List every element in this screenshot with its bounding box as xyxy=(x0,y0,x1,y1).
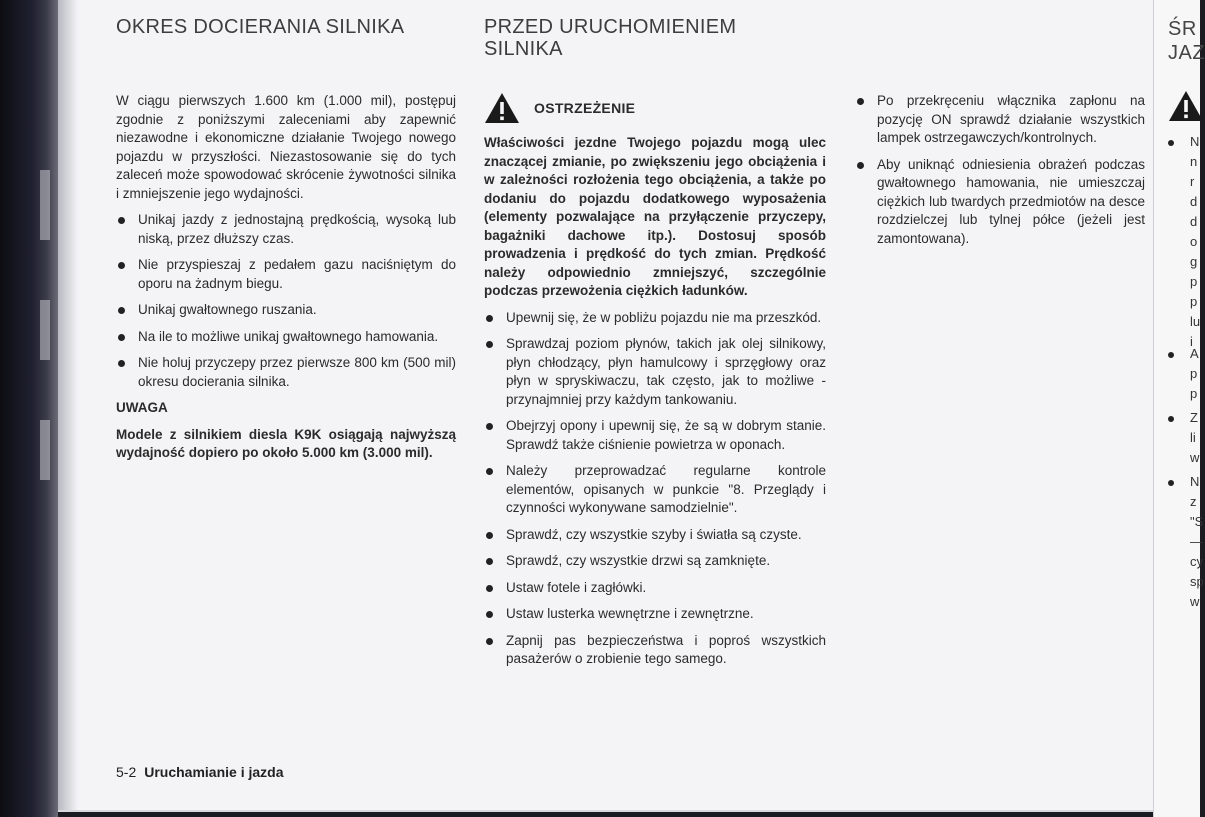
list-item: Po przekręceniu włącznika zapłonu na pozycję ON sprawdź działanie wszystkich lampek ostrzegawczych/kontrolnych. xyxy=(855,92,1145,148)
next-page-text: d xyxy=(1190,194,1198,209)
next-page-text: z xyxy=(1190,494,1197,509)
next-page-text: p xyxy=(1190,274,1198,289)
list-item: Unikaj jazdy z jednostajną prędkością, wysoką lub niską, przez dłuższy czas. xyxy=(116,211,456,248)
spine-mark xyxy=(40,170,50,240)
next-page-text: N xyxy=(1190,134,1200,149)
middle-section-title-line1: PRZED URUCHOMIENIEM xyxy=(484,16,737,38)
next-page-text: d xyxy=(1190,214,1198,229)
pre-start-list xyxy=(484,309,826,669)
next-page-bullet xyxy=(1168,140,1174,146)
next-page-bullet xyxy=(1168,480,1174,486)
middle-section-title-line2: SILNIKA xyxy=(484,38,563,60)
right-column xyxy=(855,84,1145,248)
next-page-text: li xyxy=(1190,430,1196,445)
spine-mark xyxy=(40,300,50,360)
note-text: Modele z silnikiem diesla K9K osiągają najwyższą wydajność dopiero po około 5.000 km (3.000 mil). xyxy=(116,426,456,460)
list-item: Unikaj gwałtownego ruszania. xyxy=(116,301,456,320)
intro-paragraph: W ciągu pierwszych 1.600 km (1.000 mil), postępuj zgodnie z poniższymi zaleceniami aby zapewnić niezawodne i ekonomiczne działanie Twojego nowego pojazdu w przyszłości. Niezastosowanie się do tych zaleceń może spowodować skrócenie żywotności silnika i zmniejszenie jego wydajności. xyxy=(116,93,456,201)
middle-column xyxy=(484,88,826,669)
warning-text: Właściwości jezdne Twojego pojazdu mogą ulec znaczącej zmianie, po zwiększeniu jego obciążenia i w zależności rozłożenia tego obciążenia, a także po dodaniu do pojazdu dodatkowego wyposażenia (elementy pozwalające na przyłączenie przyczepy, bagażniki dachowe itp.). Dostosuj sposób prowadzenia i prędkość do tych zmian. Prędkość należy odpowiednio zmniejszyć, szczególnie podczas przewożenia ciężkich ładunków. xyxy=(484,135,826,298)
next-page-text: sp xyxy=(1190,574,1204,589)
warning-header xyxy=(484,88,826,128)
list-item: Sprawdzaj poziom płynów, takich jak olej silnikowy, płyn chłodzący, płyn hamulcowy i sprzęgłowy oraz płyn w spryskiwaczu, tak często, jak to możliwe - przynajmniej przy każdym tankowaniu. xyxy=(484,335,826,409)
next-page-text: p xyxy=(1190,294,1198,309)
list-item: Sprawdź, czy wszystkie drzwi są zamknięte. xyxy=(484,552,826,571)
next-page-text: p xyxy=(1190,366,1198,381)
next-page-text: p xyxy=(1190,386,1198,401)
next-page-text: r xyxy=(1190,174,1195,189)
warning-label: OSTRZEŻENIE xyxy=(534,99,636,116)
next-page-text: w xyxy=(1190,594,1200,609)
list-item: Nie przyspieszaj z pedałem gazu naciśniętym do oporu na żadnym biegu. xyxy=(116,256,456,293)
warning-triangle-icon xyxy=(1168,90,1204,122)
next-page-text: "S xyxy=(1190,514,1204,529)
next-page-title-line2: JAZ xyxy=(1168,42,1205,64)
list-item: Nie holuj przyczepy przez pierwsze 800 km (500 mil) okresu docierania silnika. xyxy=(116,354,456,391)
left-column xyxy=(116,92,456,463)
list-item: Zapnij pas bezpieczeństwa i poproś wszystkich pasażerów o zrobienie tego samego. xyxy=(484,632,826,669)
page-number: 5-2 xyxy=(116,764,137,780)
note-label: UWAGA xyxy=(116,400,168,415)
page-edge-shadow xyxy=(58,0,78,810)
list-item: Należy przeprowadzać regularne kontrole elementów, opisanych w punkcie "8. Przeglądy i czynności wykonywane samodzielnie". xyxy=(484,462,826,518)
ignition-list xyxy=(855,92,1145,248)
list-item: Upewnij się, że w pobliżu pojazdu nie ma przeszkód. xyxy=(484,309,826,328)
list-item: Na ile to możliwe unikaj gwałtownego hamowania. xyxy=(116,328,456,347)
footer-section-title: Uruchamianie i jazda xyxy=(144,764,284,780)
list-item: Sprawdź, czy wszystkie szyby i światła są czyste. xyxy=(484,526,826,545)
next-page-text: n xyxy=(1190,154,1198,169)
next-page-text: o xyxy=(1190,234,1198,249)
next-page-text: w xyxy=(1190,450,1200,465)
next-page-bullet xyxy=(1168,352,1174,358)
book-spine xyxy=(0,0,58,817)
next-page-text: cy xyxy=(1190,554,1203,569)
list-item: Ustaw fotele i zagłówki. xyxy=(484,579,826,598)
next-page-bullet xyxy=(1168,416,1174,422)
list-item: Ustaw lusterka wewnętrzne i zewnętrzne. xyxy=(484,605,826,624)
next-page-text: lu xyxy=(1190,314,1201,329)
next-page-edge xyxy=(1153,0,1205,817)
warning-triangle-icon xyxy=(484,92,520,124)
next-page-text: Z xyxy=(1190,410,1198,425)
left-section-title: OKRES DOCIERANIA SILNIKA xyxy=(116,16,405,38)
next-page-text: N xyxy=(1190,474,1200,489)
next-page-text: g xyxy=(1190,254,1198,269)
page-footer xyxy=(116,764,284,780)
spine-mark xyxy=(40,420,50,480)
next-page-text: i xyxy=(1190,334,1193,349)
next-page-title-line1: ŚR xyxy=(1168,18,1197,40)
list-item: Aby uniknąć odniesienia obrażeń podczas gwałtownego hamowania, nie umieszczaj ciężkich lub twardych przedmiotów na desce rozdzielczej lub tylnej półce (jeżeli jest zamontowana). xyxy=(855,156,1145,249)
next-page-text: A xyxy=(1190,346,1199,361)
list-item: Obejrzyj opony i upewnij się, że są w dobrym stanie. Sprawdź także ciśnienie powietrza w oponach. xyxy=(484,417,826,454)
break-in-list xyxy=(116,211,456,391)
next-page-text: — xyxy=(1190,534,1203,549)
